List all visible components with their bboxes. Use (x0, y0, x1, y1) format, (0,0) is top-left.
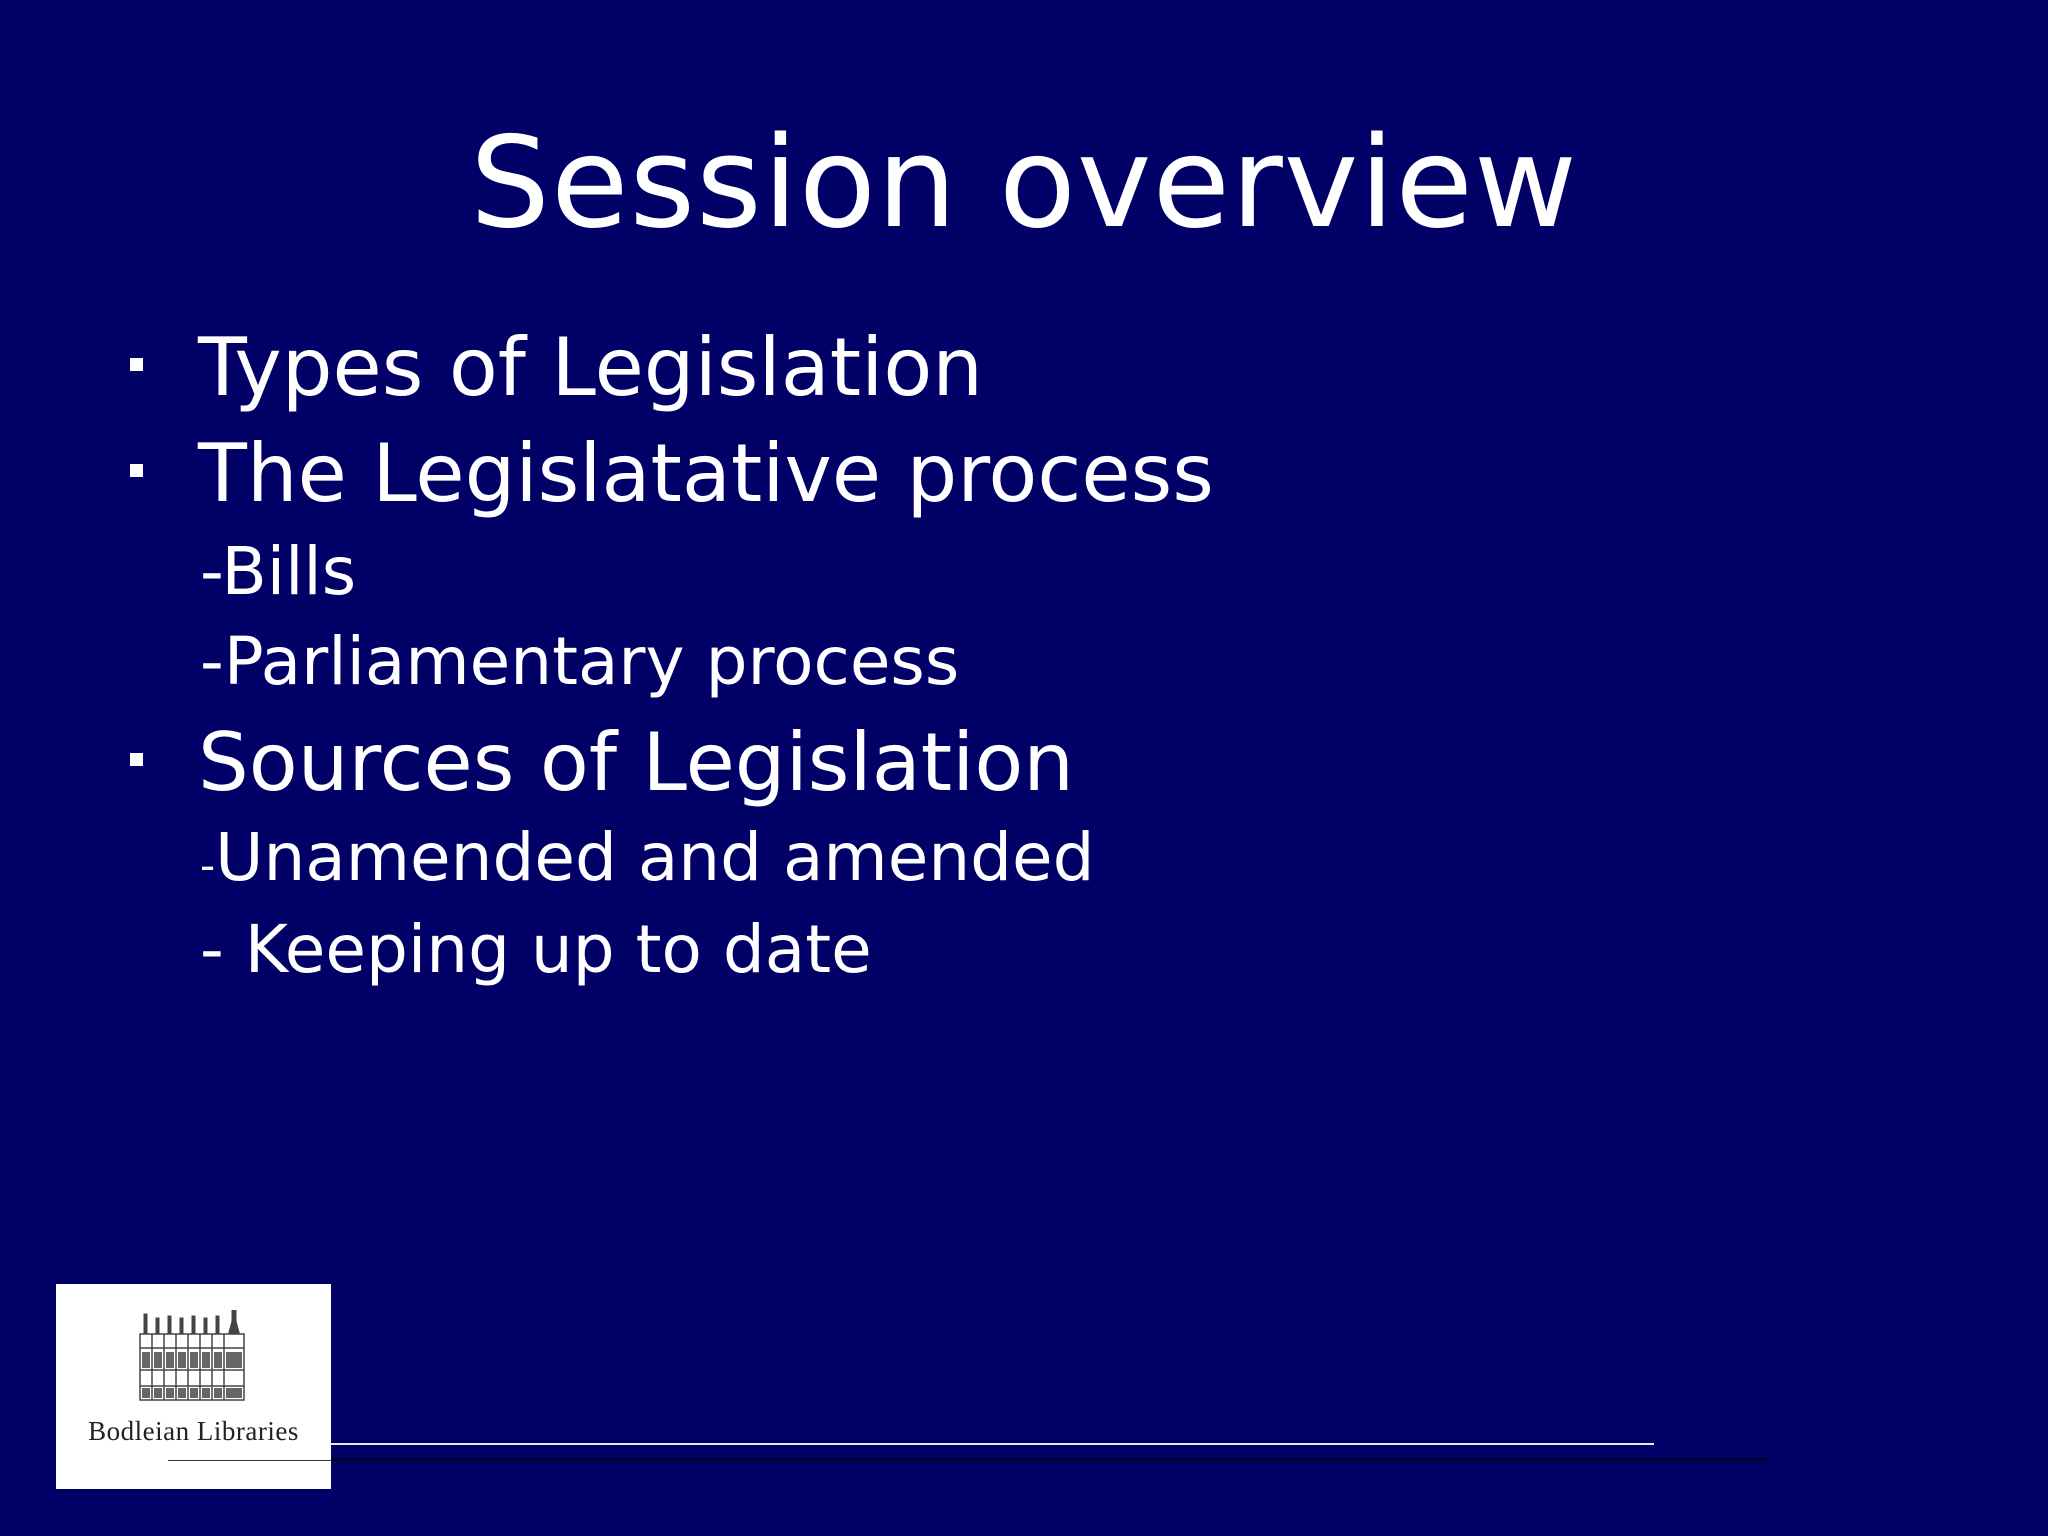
footer-divider-shadow (331, 1458, 1767, 1461)
sub-item (200, 530, 356, 614)
library-building-icon (136, 1310, 248, 1406)
sub-item (200, 620, 959, 704)
sub-item-text: Keeping up to date (244, 911, 872, 988)
sub-item-dash: - (200, 623, 224, 700)
sub-item-text: Bills (221, 533, 357, 610)
square-bullet-icon (130, 753, 143, 766)
bullet-text: Types of Legislation (198, 321, 983, 414)
sub-item-dash: - (200, 841, 216, 890)
square-bullet-icon (130, 358, 143, 371)
sub-item-text: Unamended and amended (215, 819, 1095, 896)
logo-text: Bodleian Libraries (88, 1416, 299, 1446)
sub-item (200, 908, 872, 992)
bodleian-logo (56, 1284, 331, 1489)
footer-divider (331, 1443, 1654, 1445)
slide-title: Session overview (470, 109, 1578, 256)
sub-item-dash: - (200, 533, 222, 610)
sub-item-text: Parliamentary process (223, 623, 960, 700)
logo-underline (168, 1460, 331, 1461)
sub-item-dash: - (200, 911, 245, 988)
square-bullet-icon (130, 464, 143, 477)
sub-item (200, 816, 1095, 908)
bullet-text: The Legislatative process (198, 427, 1214, 520)
bullet-text: Sources of Legislation (198, 716, 1074, 809)
